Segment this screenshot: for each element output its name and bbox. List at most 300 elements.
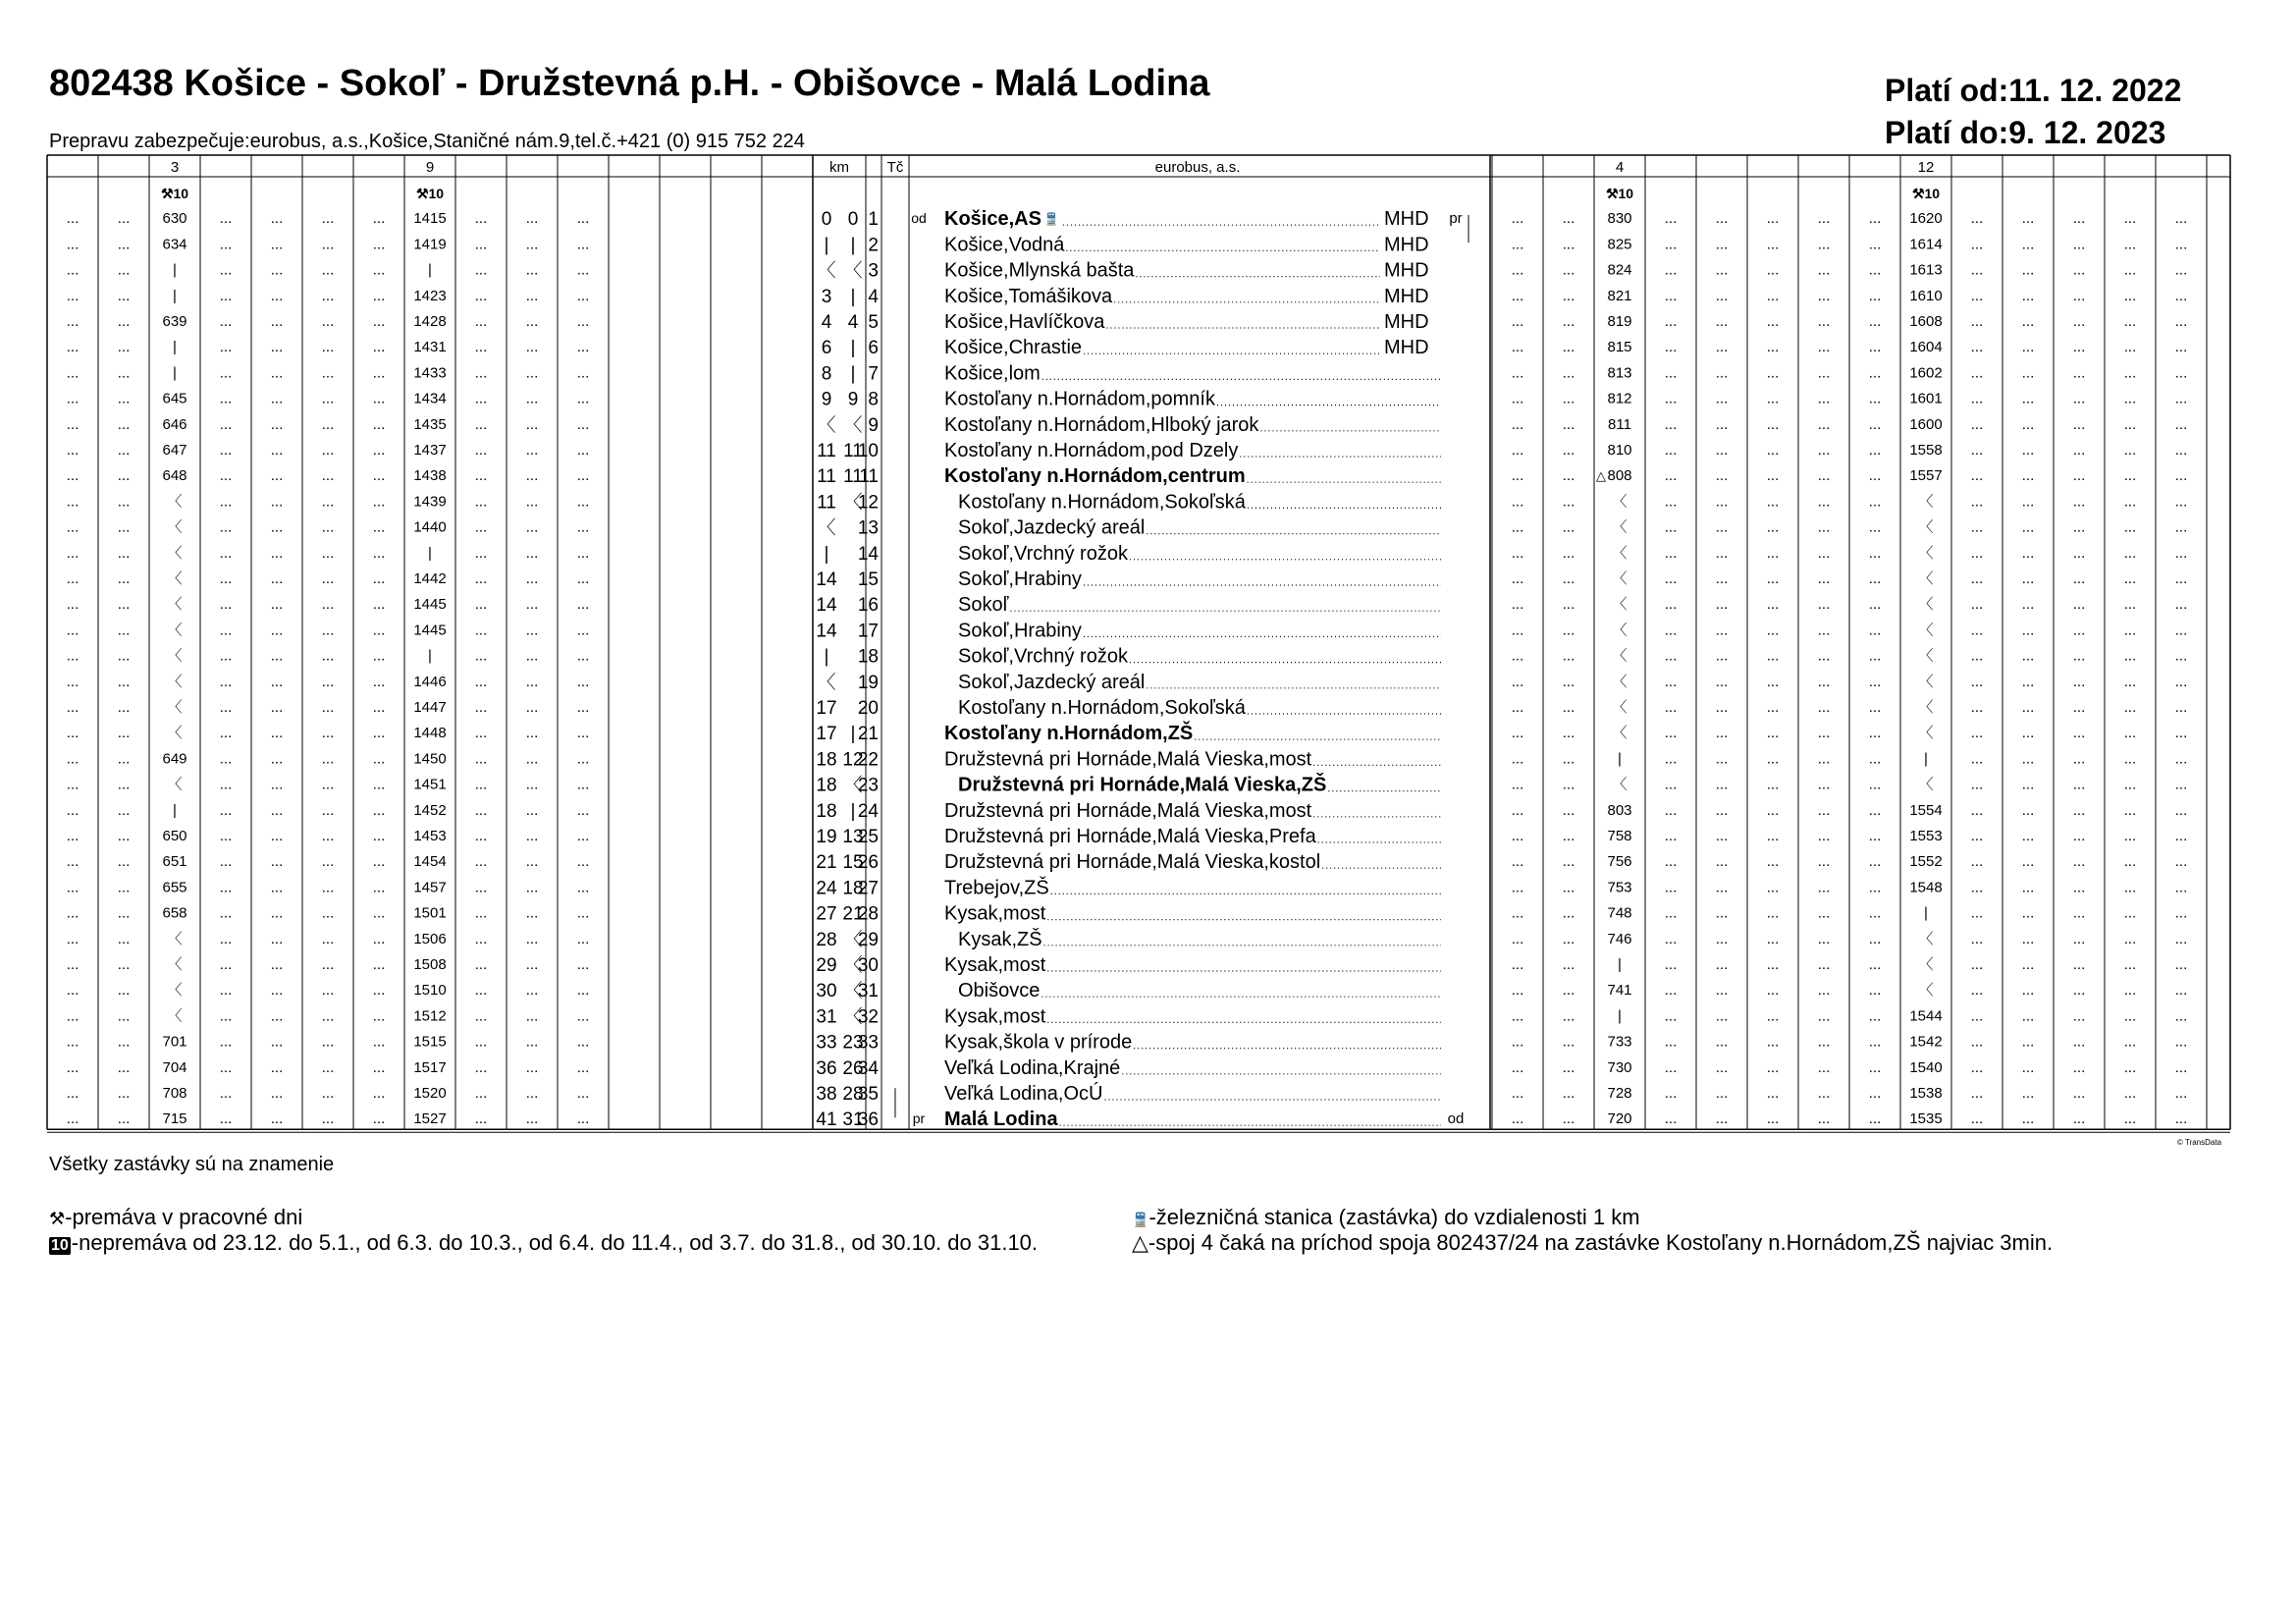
no-service: ... (2021, 982, 2035, 1000)
departure-time: 〈 (1612, 699, 1628, 716)
no-service: ... (270, 1033, 284, 1051)
stop-number: 36 (857, 1109, 879, 1131)
departure-time: 825 (1607, 236, 1632, 253)
departure-time: 658 (162, 904, 187, 922)
no-service: ... (1868, 776, 1882, 793)
no-service: ... (474, 725, 488, 742)
no-service: ... (1766, 956, 1780, 973)
no-service: ... (1715, 750, 1729, 768)
no-service: ... (321, 750, 335, 768)
departure-time: 720 (1607, 1110, 1632, 1128)
km-value: 23 (842, 1032, 864, 1054)
departure-time: 812 (1607, 390, 1632, 407)
no-service: ... (66, 956, 80, 973)
departure-time: 〈 (1918, 622, 1934, 639)
no-service: ... (117, 364, 131, 382)
no-service: ... (1817, 673, 1831, 690)
no-service: ... (474, 596, 488, 614)
no-service: ... (2123, 904, 2137, 922)
no-service: ... (1766, 236, 1780, 253)
no-service: ... (66, 622, 80, 639)
no-service: ... (1664, 415, 1678, 433)
no-service: ... (1817, 801, 1831, 819)
no-service: ... (270, 442, 284, 459)
departure-time: 〈 (1918, 725, 1934, 742)
no-service: ... (525, 339, 539, 356)
departure-time: 1604 (1909, 339, 1943, 356)
departure-time: 1540 (1909, 1058, 1943, 1076)
no-service: ... (2174, 725, 2188, 742)
no-service: ... (219, 982, 233, 1000)
no-service: ... (1715, 982, 1729, 1000)
no-service: ... (1715, 313, 1729, 330)
km-value: 24 (816, 878, 837, 899)
no-service: ... (2123, 364, 2137, 382)
no-service: ... (1511, 313, 1524, 330)
stop-number: 29 (857, 929, 879, 950)
no-service: ... (1970, 801, 1984, 819)
departure-time: | (173, 261, 177, 279)
no-service: ... (2174, 339, 2188, 356)
no-service: ... (1715, 930, 1729, 947)
legend-triangle (1132, 1230, 2053, 1256)
departure-time: 758 (1607, 828, 1632, 844)
departure-time: 741 (1607, 982, 1632, 1000)
no-service: ... (1511, 1085, 1524, 1102)
no-service: ... (2072, 287, 2086, 304)
no-service: ... (1766, 570, 1780, 587)
no-service: ... (2123, 879, 2137, 896)
no-service: ... (2072, 390, 2086, 407)
no-service: ... (474, 1085, 488, 1102)
departure-time: 〈 (1918, 570, 1934, 587)
departure-time: 1610 (1909, 287, 1943, 304)
no-service: ... (1766, 493, 1780, 511)
no-service: ... (1664, 956, 1678, 973)
no-service: ... (219, 956, 233, 973)
no-service: ... (1868, 879, 1882, 896)
stop-number: 3 (868, 260, 879, 282)
no-service: ... (474, 364, 488, 382)
no-service: ... (1715, 1110, 1729, 1128)
no-service: ... (1766, 364, 1780, 382)
no-service: ... (2072, 879, 2086, 896)
no-service: ... (1562, 776, 1575, 793)
no-service: ... (474, 647, 488, 665)
stop-number: 25 (857, 827, 879, 847)
no-service: ... (117, 210, 131, 228)
no-service: ... (372, 1110, 386, 1128)
no-service: ... (117, 750, 131, 768)
no-service: ... (219, 1033, 233, 1051)
no-service: ... (321, 596, 335, 614)
no-service: ... (321, 853, 335, 871)
no-service: ... (1970, 622, 1984, 639)
no-service: ... (525, 518, 539, 536)
no-service: ... (2072, 801, 2086, 819)
stop-name: Sokoľ,Vrchný rožok (958, 542, 1128, 565)
no-service: ... (2174, 622, 2188, 639)
no-service: ... (2123, 956, 2137, 973)
no-service: ... (2021, 236, 2035, 253)
no-service: ... (372, 750, 386, 768)
no-service: ... (66, 313, 80, 330)
no-service: ... (2072, 1033, 2086, 1051)
departure-time: 808 (1607, 467, 1632, 485)
departure-time: 1433 (413, 364, 447, 382)
no-service: ... (474, 622, 488, 639)
no-service: ... (1970, 313, 1984, 330)
no-service: ... (1868, 544, 1882, 562)
no-service: ... (1664, 544, 1678, 562)
no-service: ... (2072, 904, 2086, 922)
no-service: ... (1868, 1033, 1882, 1051)
no-service: ... (2072, 750, 2086, 768)
no-service: ... (2174, 287, 2188, 304)
no-service: ... (2021, 801, 2035, 819)
no-service: ... (66, 699, 80, 716)
no-service: ... (117, 313, 131, 330)
departure-time: 1434 (413, 390, 447, 407)
no-service: ... (117, 699, 131, 716)
no-service: ... (1766, 544, 1780, 562)
no-service: ... (576, 1033, 590, 1051)
no-service: ... (2123, 236, 2137, 253)
no-service: ... (2174, 956, 2188, 973)
no-service: ... (2123, 570, 2137, 587)
no-service: ... (2123, 982, 2137, 1000)
no-service: ... (474, 982, 488, 1000)
no-service: ... (2174, 467, 2188, 485)
km-value: 17 (816, 698, 837, 719)
no-service: ... (2021, 390, 2035, 407)
no-service: ... (219, 570, 233, 587)
no-service: ... (2021, 467, 2035, 485)
km-value: 17 (816, 724, 837, 745)
departure-time: 1453 (413, 828, 447, 844)
no-service: ... (1715, 699, 1729, 716)
no-service: ... (270, 313, 284, 330)
no-service: ... (219, 647, 233, 665)
stop-number: 9 (868, 414, 879, 436)
no-service: ... (1511, 596, 1524, 614)
no-service: ... (1868, 442, 1882, 459)
no-service: ... (66, 1085, 80, 1102)
no-service: ... (1664, 982, 1678, 1000)
no-service: ... (525, 544, 539, 562)
departure-time: 1440 (413, 518, 447, 536)
departure-time: 733 (1607, 1033, 1632, 1051)
km-value: 〈 (843, 775, 863, 796)
departure-time: 〈 (1918, 956, 1934, 973)
stop-name: Kostoľany n.Hornádom,Hlboký jarok (944, 413, 1259, 436)
departure-time: 819 (1607, 313, 1632, 330)
no-service: ... (1715, 1058, 1729, 1076)
stop-number: 14 (857, 543, 879, 565)
no-service: ... (1766, 673, 1780, 690)
no-service: ... (1970, 956, 1984, 973)
departure-time: 1544 (1909, 1007, 1943, 1025)
trip-number-4: 4 (1615, 159, 1625, 176)
no-service: ... (2021, 673, 2035, 690)
no-service: ... (2072, 699, 2086, 716)
no-service: ... (1766, 467, 1780, 485)
no-service: ... (117, 1110, 131, 1128)
departure-time: 815 (1607, 339, 1632, 356)
no-service: ... (2174, 879, 2188, 896)
no-service: ... (1511, 956, 1524, 973)
km-value: 0 (821, 209, 832, 231)
no-service: ... (2174, 210, 2188, 228)
no-service: ... (2174, 699, 2188, 716)
no-service: ... (66, 725, 80, 742)
no-service: ... (372, 673, 386, 690)
no-service: ... (117, 1058, 131, 1076)
trip-number-3: 3 (170, 159, 180, 176)
no-service: ... (372, 622, 386, 639)
no-service: ... (372, 828, 386, 844)
no-service: ... (474, 518, 488, 536)
no-service: ... (66, 518, 80, 536)
triangle-marker: △ (1596, 468, 1606, 484)
no-service: ... (1817, 1110, 1831, 1128)
no-service: ... (2123, 801, 2137, 819)
no-service: ... (576, 390, 590, 407)
no-service: ... (576, 596, 590, 614)
no-service: ... (1766, 339, 1780, 356)
no-service: ... (1970, 982, 1984, 1000)
no-service: ... (2021, 1085, 2035, 1102)
no-service: ... (1664, 725, 1678, 742)
departure-time: 〈 (1918, 518, 1934, 536)
no-service: ... (117, 1085, 131, 1102)
no-service: ... (2021, 544, 2035, 562)
no-service: ... (576, 853, 590, 871)
no-service: ... (66, 801, 80, 819)
no-service: ... (576, 725, 590, 742)
no-service: ... (1562, 1085, 1575, 1102)
no-service: ... (576, 982, 590, 1000)
no-service: ... (270, 930, 284, 947)
no-service: ... (2123, 261, 2137, 279)
departure-time: 715 (162, 1110, 187, 1128)
no-service: ... (1766, 904, 1780, 922)
no-service: ... (1970, 1058, 1984, 1076)
km-value: 11 (817, 492, 836, 514)
no-service: ... (1664, 442, 1678, 459)
no-service: ... (474, 956, 488, 973)
no-service: ... (1766, 879, 1780, 896)
departure-time: 〈 (1918, 493, 1934, 511)
no-service: ... (1511, 930, 1524, 947)
stop-name: Družstevná pri Hornáde,Malá Vieska,kostol (944, 851, 1321, 874)
no-service: ... (1766, 1033, 1780, 1051)
no-service: ... (1562, 236, 1575, 253)
departure-time: 1512 (413, 1007, 447, 1025)
departure-time: 〈 (1918, 699, 1934, 716)
stop-name: Košice,Tomášikova (944, 285, 1113, 307)
legend-triangle-text: -spoj 4 čaká na príchod spoja 802437/24 na zastávke Kostoľany n.Hornádom,ZŠ najviac 3min. (1148, 1230, 2054, 1255)
no-service: ... (1664, 261, 1678, 279)
no-service: ... (474, 287, 488, 304)
no-service: ... (576, 236, 590, 253)
departure-time: 〈 (1612, 647, 1628, 665)
no-service: ... (2021, 956, 2035, 973)
no-service: ... (1562, 853, 1575, 871)
no-service: ... (525, 699, 539, 716)
no-service: ... (1511, 853, 1524, 871)
departure-time: 1608 (1909, 313, 1943, 330)
no-service: ... (525, 313, 539, 330)
no-service: ... (2072, 544, 2086, 562)
no-service: ... (576, 339, 590, 356)
no-service: ... (1562, 261, 1575, 279)
no-service: ... (576, 904, 590, 922)
no-service: ... (1715, 493, 1729, 511)
no-service: ... (117, 647, 131, 665)
no-service: ... (117, 442, 131, 459)
no-service: ... (1868, 904, 1882, 922)
km-value: 〈 (843, 929, 863, 950)
no-service: ... (2072, 570, 2086, 587)
stop-name: Kysak,most (944, 1005, 1046, 1028)
no-service: ... (525, 1007, 539, 1025)
no-service: ... (576, 518, 590, 536)
no-service: ... (219, 879, 233, 896)
no-service: ... (1664, 1007, 1678, 1025)
no-service: ... (474, 1058, 488, 1076)
stop-number: 26 (857, 852, 879, 874)
departure-time: 〈 (167, 647, 183, 665)
no-service: ... (2174, 596, 2188, 614)
no-service: ... (372, 467, 386, 485)
departure-time: 1548 (1909, 879, 1943, 896)
no-service: ... (1817, 570, 1831, 587)
no-service: ... (1970, 904, 1984, 922)
no-service: ... (2021, 725, 2035, 742)
no-service: ... (1766, 1007, 1780, 1025)
no-service: ... (474, 339, 488, 356)
no-service: ... (1511, 442, 1524, 459)
no-service: ... (2123, 828, 2137, 844)
departure-time: 〈 (167, 699, 183, 716)
departure-time: 649 (162, 750, 187, 768)
no-service: ... (576, 699, 590, 716)
departure-time: 1520 (413, 1085, 447, 1102)
no-service: ... (1817, 442, 1831, 459)
no-service: ... (321, 1007, 335, 1025)
no-service: ... (1511, 364, 1524, 382)
no-service: ... (1970, 750, 1984, 768)
no-service: ... (1715, 415, 1729, 433)
departure-time: 〈 (167, 493, 183, 511)
km-value: 18 (816, 800, 837, 822)
legend-workdays-text: -premáva v pracovné dni (65, 1205, 303, 1229)
no-service: ... (117, 982, 131, 1000)
no-service: ... (219, 1085, 233, 1102)
no-service: ... (525, 1110, 539, 1128)
no-service: ... (270, 1085, 284, 1102)
departure-time: 〈 (1918, 596, 1934, 614)
stop-name: Košice,Havlíčkova (944, 311, 1105, 333)
no-service: ... (1766, 853, 1780, 871)
no-service: ... (321, 904, 335, 922)
no-service: ... (219, 699, 233, 716)
departure-time: 1446 (413, 673, 447, 690)
no-service: ... (270, 518, 284, 536)
no-service: ... (66, 390, 80, 407)
no-service: ... (372, 339, 386, 356)
no-service: ... (2174, 1033, 2188, 1051)
stop-number: 19 (857, 672, 879, 693)
km-value: 18 (816, 775, 837, 796)
stop-name: Sokoľ,Hrabiny (958, 568, 1082, 590)
no-service: ... (2072, 956, 2086, 973)
no-service: ... (66, 853, 80, 871)
no-service: ... (1562, 596, 1575, 614)
no-service: ... (1970, 1085, 1984, 1102)
no-service: ... (2072, 339, 2086, 356)
no-service: ... (1664, 904, 1678, 922)
no-service: ... (66, 828, 80, 844)
departure-time: 1554 (1909, 801, 1943, 819)
no-service: ... (2174, 1110, 2188, 1128)
departure-time: 650 (162, 828, 187, 844)
km-value: | (824, 646, 829, 668)
no-service: ... (2021, 699, 2035, 716)
departure-time: 1552 (1909, 853, 1943, 871)
no-service: ... (2021, 904, 2035, 922)
no-service: ... (1715, 518, 1729, 536)
no-service: ... (1511, 570, 1524, 587)
no-service: ... (576, 287, 590, 304)
departure-time: 1600 (1909, 415, 1943, 433)
no-service: ... (1715, 853, 1729, 871)
no-service: ... (525, 750, 539, 768)
no-service: ... (117, 1033, 131, 1051)
no-service: ... (270, 904, 284, 922)
no-service: ... (525, 596, 539, 614)
no-service: ... (270, 725, 284, 742)
departure-time: 646 (162, 415, 187, 433)
no-service: ... (1562, 210, 1575, 228)
no-service: ... (576, 750, 590, 768)
no-service: ... (321, 415, 335, 433)
departure-time: 1558 (1909, 442, 1943, 459)
departure-time: 1447 (413, 699, 447, 716)
no-service: ... (66, 544, 80, 562)
no-service: ... (2072, 261, 2086, 279)
no-service: ... (270, 415, 284, 433)
no-service: ... (1970, 493, 1984, 511)
no-service: ... (1511, 261, 1524, 279)
km-header: km (829, 159, 849, 176)
no-service: ... (1817, 313, 1831, 330)
no-service: ... (1664, 390, 1678, 407)
no-service: ... (321, 493, 335, 511)
operator-header: eurobus, a.s. (1154, 159, 1241, 176)
trip-flag-3: ⚒10 (160, 186, 189, 201)
no-service: ... (372, 596, 386, 614)
departure-time: 1506 (413, 930, 447, 947)
km-value: | (824, 235, 829, 256)
departure-time: 1439 (413, 493, 447, 511)
no-service: ... (1664, 596, 1678, 614)
no-service: ... (1562, 364, 1575, 382)
no-service: ... (2123, 467, 2137, 485)
departure-time: 〈 (1612, 776, 1628, 793)
stop-name: Sokoľ,Hrabiny (958, 620, 1082, 642)
